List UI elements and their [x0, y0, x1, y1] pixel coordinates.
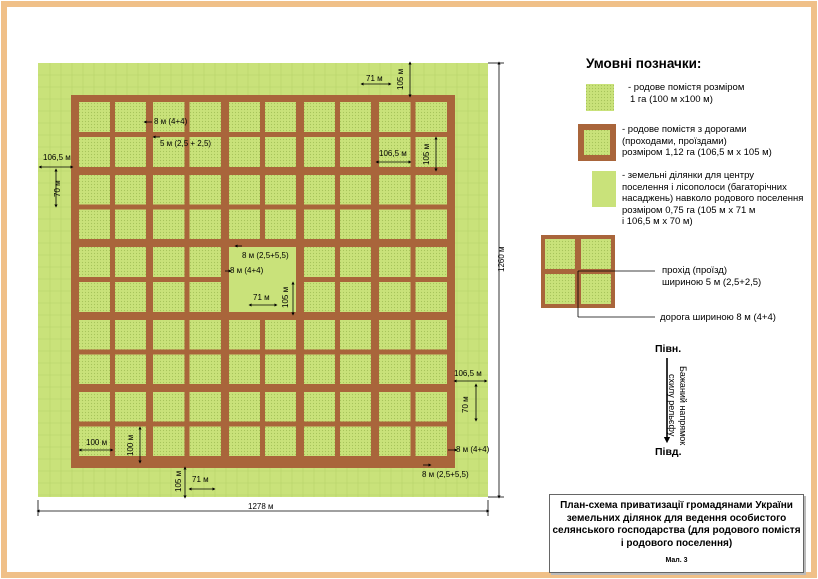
plot — [379, 282, 411, 312]
plot — [79, 137, 110, 167]
figure-number: Мал. 3 — [665, 557, 688, 564]
legend-road-label: дорога шириною 8 м (4+4) — [660, 312, 776, 323]
plot — [190, 427, 222, 457]
plot — [265, 355, 296, 385]
plot — [190, 247, 222, 277]
plot — [304, 102, 335, 132]
dim-bottom-100h: 100 м — [126, 434, 135, 456]
plot — [115, 210, 146, 240]
plot — [304, 282, 335, 312]
plot — [115, 355, 146, 385]
dim-bottom-100w: 100 м — [86, 438, 108, 447]
plot — [79, 102, 110, 132]
plan-grid — [38, 63, 488, 497]
plot — [79, 392, 110, 422]
plot — [153, 175, 185, 205]
plot — [416, 320, 448, 350]
plot — [416, 282, 448, 312]
plot — [379, 247, 411, 277]
plot — [229, 137, 260, 167]
plot — [416, 175, 448, 205]
legend-item-plot-roads: - родове помістя з дорогами (проходами, проїздами) розміром 1,12 га (106,5 м х 105 м) — [622, 124, 772, 158]
plot — [229, 355, 260, 385]
plot — [379, 320, 411, 350]
plot — [379, 210, 411, 240]
dim-road-8: 8 м (4+4) — [154, 117, 188, 126]
dim-bottom-road-8: 8 м (4+4) — [456, 445, 490, 454]
plot — [304, 175, 335, 205]
plot — [79, 355, 110, 385]
dim-top-105: 105 м — [396, 68, 405, 90]
plot — [340, 427, 371, 457]
plot — [229, 427, 260, 457]
plot — [379, 427, 411, 457]
legend-title: Умовні позначки: — [586, 56, 702, 71]
plot — [416, 137, 448, 167]
plot — [379, 392, 411, 422]
dim-total-width: 1278 м — [248, 502, 274, 511]
legend-passage-label: прохід (проїзд) шириною 5 м (2,5+2,5) — [662, 265, 762, 288]
dim-top-71: 71 м — [366, 74, 383, 83]
plot — [416, 102, 448, 132]
dim-right-lower-70: 70 м — [461, 396, 470, 413]
plot — [416, 210, 448, 240]
plot — [340, 282, 371, 312]
legend-swatch-plot — [586, 84, 614, 111]
plot — [379, 175, 411, 205]
dim-left-106: 106,5 м — [43, 153, 71, 162]
plot — [304, 392, 335, 422]
plot — [379, 355, 411, 385]
legend-item-center: - земельні ділянки для центру поселення і лісополоси (багаторічних насаджень) навколо родового поселення розміром 0,75 га (105 м х 71 м і 106,5 м х 70 м) — [622, 170, 804, 227]
plot — [304, 210, 335, 240]
title-text: План-схема приватизації громадянами України земельних ділянок для ведення особистого селянського господарства (для родового помістя і родового поселення) — [552, 500, 801, 549]
dim-center-71: 71 м — [253, 293, 270, 302]
plot — [153, 210, 185, 240]
plot — [304, 427, 335, 457]
plot — [153, 355, 185, 385]
plot — [115, 102, 146, 132]
plot — [340, 247, 371, 277]
plot — [79, 175, 110, 205]
plot — [229, 102, 260, 132]
plot — [304, 355, 335, 385]
plot — [265, 175, 296, 205]
plot — [79, 282, 110, 312]
dim-right-lower-106: 106,5 м — [454, 369, 482, 378]
plot — [416, 392, 448, 422]
plot — [229, 175, 260, 205]
compass-south: Півд. — [655, 446, 682, 458]
plot — [115, 137, 146, 167]
plot — [379, 102, 411, 132]
plot — [190, 282, 222, 312]
plot — [115, 392, 146, 422]
plot — [190, 175, 222, 205]
plot — [340, 320, 371, 350]
plot — [304, 320, 335, 350]
plot — [115, 320, 146, 350]
plot — [416, 427, 448, 457]
plot — [190, 320, 222, 350]
plot — [153, 392, 185, 422]
plot — [115, 282, 146, 312]
plot — [265, 210, 296, 240]
plot — [416, 355, 448, 385]
dim-center-8b: 8 м (4+4) — [230, 266, 264, 275]
plot — [340, 137, 371, 167]
dim-right-106: 106,5 м — [379, 149, 407, 158]
plot — [190, 210, 222, 240]
dim-bottom-105: 105 м — [174, 470, 183, 492]
plot — [79, 210, 110, 240]
plot — [340, 392, 371, 422]
plot — [229, 320, 260, 350]
dim-center-105: 105 м — [281, 286, 290, 308]
plot — [304, 247, 335, 277]
plot — [79, 247, 110, 277]
legend-item-plot: - родове помістя розміром 1 га (100 м х100 м) — [628, 82, 745, 105]
dim-total-height: 1260 м — [497, 246, 506, 272]
plot — [304, 137, 335, 167]
plot — [340, 175, 371, 205]
legend-swatch-center — [592, 171, 616, 207]
title-block — [549, 494, 804, 573]
compass-direction-label: Бажаний напрямок схилу рельєфу — [667, 366, 688, 446]
plot — [265, 102, 296, 132]
plot — [153, 320, 185, 350]
dim-bottom-road-8b: 8 м (2,5+5,5) — [422, 470, 469, 479]
plot — [115, 247, 146, 277]
dim-bottom-71: 71 м — [192, 475, 209, 484]
plot — [265, 427, 296, 457]
plot — [265, 137, 296, 167]
plot — [190, 102, 222, 132]
dim-right-105: 105 м — [422, 143, 431, 165]
plot — [340, 102, 371, 132]
dim-center-8a: 8 м (2,5+5,5) — [242, 251, 289, 260]
plot — [79, 320, 110, 350]
plot — [229, 210, 260, 240]
plot — [340, 210, 371, 240]
plot — [340, 355, 371, 385]
compass-north: Півн. — [655, 343, 682, 355]
plot — [190, 392, 222, 422]
plot — [115, 175, 146, 205]
plot — [265, 320, 296, 350]
plot — [229, 392, 260, 422]
plot — [153, 427, 185, 457]
dim-left-70: 70 м — [53, 180, 62, 197]
plot — [153, 247, 185, 277]
dim-passage-5: 5 м (2,5 + 2,5) — [160, 139, 212, 148]
plot — [153, 282, 185, 312]
plot — [190, 355, 222, 385]
plot — [265, 392, 296, 422]
plot — [416, 247, 448, 277]
